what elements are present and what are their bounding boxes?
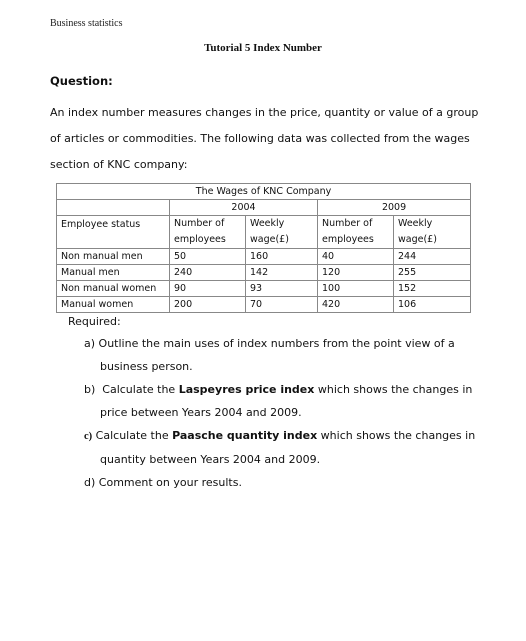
item-text: Comment on your results. [98, 476, 242, 489]
header-line: wage(£) [398, 234, 437, 245]
item-marker: a) [84, 337, 96, 350]
wage-2009-cell: 255 [394, 265, 471, 281]
table-row [57, 265, 471, 281]
wage-2004-cell: 70 [246, 297, 318, 313]
item-text [99, 383, 473, 396]
item-marker: c) [84, 431, 93, 442]
item-text-post: which shows the changes in [314, 383, 473, 396]
item-text-bold: Laspeyres price index [178, 383, 315, 396]
table-caption: The Wages of KNC Company [57, 184, 471, 200]
list-item-c [84, 424, 484, 448]
item-text-post: which shows the changes in [317, 429, 476, 442]
wage-2004-cell: 93 [246, 281, 318, 297]
required-label: Required: [68, 315, 121, 328]
header-line: Weekly [398, 218, 433, 229]
item-continuation: quantity between Years 2004 and 2009. [100, 453, 321, 466]
status-header: Employee status [57, 216, 170, 249]
number-2004-cell: 240 [170, 265, 246, 281]
item-marker: d) [84, 476, 96, 489]
intro-line: section of KNC company: [50, 158, 188, 171]
wage-2004-cell: 160 [246, 249, 318, 265]
item-continuation: business person. [100, 360, 193, 373]
header-line: Weekly [250, 218, 285, 229]
header-line: Number of [174, 218, 225, 229]
table-row [57, 281, 471, 297]
list-item-b [84, 378, 484, 401]
wage-header-2004 [246, 216, 318, 249]
wage-2009-cell: 152 [394, 281, 471, 297]
table-row [57, 249, 471, 265]
header-line: wage(£) [250, 234, 289, 245]
number-header-2009 [318, 216, 394, 249]
status-cell: Manual women [57, 297, 170, 313]
number-2009-cell: 40 [318, 249, 394, 265]
item-text-bold: Paasche quantity index [172, 429, 318, 442]
question-label: Question: [50, 74, 113, 88]
table-year-row [57, 200, 471, 216]
document-title: Tutorial 5 Index Number [204, 42, 322, 54]
item-marker: b) [84, 383, 96, 396]
wage-2009-cell: 106 [394, 297, 471, 313]
running-header: Business statistics [50, 18, 123, 29]
wage-2004-cell: 142 [246, 265, 318, 281]
number-2004-cell: 90 [170, 281, 246, 297]
number-2004-cell: 50 [170, 249, 246, 265]
item-text: Outline the main uses of index numbers from the point view of a [98, 337, 455, 350]
intro-line: of articles or commodities. The following data was collected from the wages [50, 132, 470, 145]
wage-2009-cell: 244 [394, 249, 471, 265]
number-2009-cell: 420 [318, 297, 394, 313]
year-header-2004: 2004 [170, 200, 318, 216]
number-2009-cell: 100 [318, 281, 394, 297]
wage-header-2009 [394, 216, 471, 249]
header-line: employees [322, 234, 374, 245]
required-list [84, 332, 484, 494]
wages-table [56, 183, 471, 313]
table-caption-row [57, 184, 471, 200]
item-continuation: price between Years 2004 and 2009. [100, 406, 302, 419]
number-header-2004 [170, 216, 246, 249]
list-item-a [84, 332, 484, 355]
table-row [57, 297, 471, 313]
item-text-pre: Calculate the [95, 429, 173, 442]
item-text [96, 429, 476, 442]
intro-line: An index number measures changes in the price, quantity or value of a group [50, 106, 479, 119]
table-header-row [57, 216, 471, 249]
header-line: employees [174, 234, 226, 245]
year-header-2009: 2009 [318, 200, 471, 216]
status-cell: Non manual women [57, 281, 170, 297]
header-line: Number of [322, 218, 373, 229]
question-intro [50, 100, 480, 178]
item-text-pre: Calculate the [102, 383, 179, 396]
list-item-d [84, 471, 484, 494]
number-2009-cell: 120 [318, 265, 394, 281]
status-cell: Non manual men [57, 249, 170, 265]
number-2004-cell: 200 [170, 297, 246, 313]
table-empty-cell [57, 200, 170, 216]
status-cell: Manual men [57, 265, 170, 281]
